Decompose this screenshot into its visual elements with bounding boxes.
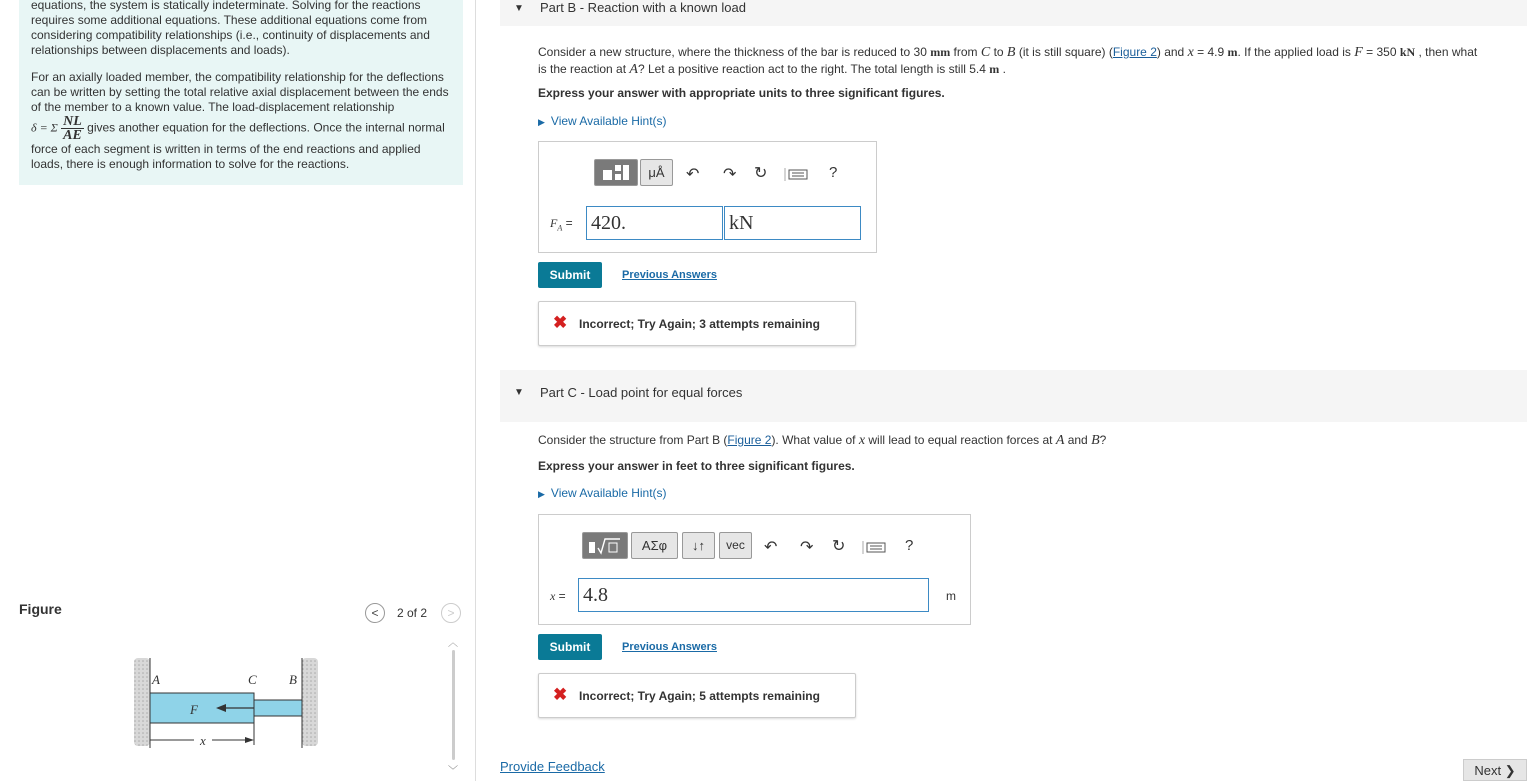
part-c-value-input[interactable]: 4.8 — [578, 578, 929, 612]
incorrect-x-icon: ✖ — [553, 313, 568, 332]
help-icon[interactable]: ? — [905, 537, 914, 554]
part-c-header[interactable] — [500, 370, 1527, 422]
part-b-hint-toggle[interactable]: ▶ View Available Hint(s) — [538, 114, 667, 128]
redo-icon[interactable]: ↷ — [800, 539, 814, 556]
formula-lhs: δ = Σ — [31, 120, 58, 135]
next-button[interactable]: Next ❯ — [1463, 759, 1527, 781]
part-c-title: Part C - Load point for equal forces — [540, 385, 743, 400]
thin-bar-segment — [254, 700, 302, 716]
part-c-hint-toggle[interactable]: ▶ View Available Hint(s) — [538, 486, 667, 500]
vector-button[interactable]: vec — [719, 532, 752, 559]
figure-diagram — [130, 652, 330, 772]
collapse-triangle-icon[interactable]: ▼ — [514, 387, 524, 398]
scroll-down-icon[interactable]: ﹀ — [448, 766, 458, 777]
left-wall — [134, 658, 150, 746]
part-c-variable-label: x = — [550, 589, 566, 603]
units-button[interactable]: μÅ — [640, 159, 673, 186]
formula-fraction: $\frac{NL}{AE}$ — [63, 114, 82, 143]
figure-2-link[interactable]: Figure 2 — [1112, 45, 1157, 59]
label-a: A — [152, 672, 160, 687]
part-b-unit-input[interactable]: kN — [724, 206, 861, 240]
figure-pager-text: 2 of 2 — [397, 606, 428, 620]
collapse-triangle-icon[interactable]: ▼ — [514, 3, 524, 14]
keyboard-icon[interactable] — [861, 540, 887, 556]
scrollbar-track[interactable] — [452, 650, 455, 760]
part-b-answer-box — [538, 141, 877, 253]
templates-icon — [601, 163, 631, 183]
reset-icon[interactable]: ↻ — [754, 165, 768, 182]
panel-divider — [475, 0, 476, 781]
incorrect-x-icon: ✖ — [553, 685, 568, 704]
scroll-up-icon[interactable]: ︿ — [448, 638, 458, 649]
part-c-previous-answers-link[interactable]: Previous Answers — [622, 641, 717, 653]
intro-paragraph-2: For an axially loaded member, the compatibility relationship for the deflections can be written by setting the total relative axial displacement between the ends of the member to a known value. The load-displacement relationship δ = Σ $\frac{NL}{AE}$ gives another equation for the deflections. Once the internal normal force of each segment is written in terms of the end reactions and applied loads, there is enough information to solve for the reactions. — [31, 70, 449, 171]
previous-figure-button[interactable]: < — [365, 603, 385, 623]
part-b-title: Part B - Reaction with a known load — [540, 0, 746, 15]
part-b-question: Consider a new structure, where the thickness of the bar is reduced to 30 mm from C to B (it is still square) (Figure 2) and x = 4.9 m. If the applied load is F = 350 kN , then what is the reaction at A? Let a positive reaction act to the right. The total length is still 5.4 m . — [538, 45, 1478, 77]
label-x: x — [200, 733, 206, 748]
templates-icon — [587, 536, 623, 556]
expand-triangle-icon: ▶ — [538, 117, 545, 127]
reset-icon[interactable]: ↻ — [832, 538, 846, 555]
figure-2-link[interactable]: Figure 2 — [727, 433, 772, 447]
part-b-instructions: Express your answer with appropriate units to three significant figures. — [538, 86, 945, 100]
subscript-superscript-button[interactable]: ↓↑ — [682, 532, 715, 559]
undo-icon[interactable]: ↶ — [764, 539, 778, 556]
part-b-submit-button[interactable]: Submit — [538, 262, 602, 288]
intro-panel — [19, 0, 463, 185]
part-b-feedback: ✖ Incorrect; Try Again; 3 attempts remaining — [538, 301, 856, 346]
undo-icon[interactable]: ↶ — [686, 166, 700, 183]
part-c-answer-box — [538, 514, 971, 625]
redo-icon[interactable]: ↷ — [723, 166, 737, 183]
figure-scrollbar[interactable] — [448, 638, 458, 777]
part-c-feedback: ✖ Incorrect; Try Again; 5 attempts remaining — [538, 673, 856, 718]
next-figure-button[interactable]: > — [441, 603, 461, 623]
label-f: F — [190, 702, 198, 717]
intro-paragraph-1: equations, the system is statically indeterminate. Solving for the reactions requires some additional equations. These additional equations come from considering compatibility relationships (i.e., continuity of displacements and relationships between displacements and loads). — [31, 0, 430, 57]
part-b-value-input[interactable]: 420. — [586, 206, 723, 240]
templates-button[interactable] — [582, 532, 628, 559]
label-b: B — [289, 672, 297, 687]
part-c-unit-label: m — [946, 589, 956, 603]
part-c-submit-button[interactable]: Submit — [538, 634, 602, 660]
right-wall — [302, 658, 318, 746]
part-c-instructions: Express your answer in feet to three significant figures. — [538, 459, 855, 473]
part-b-header[interactable] — [500, 0, 1527, 26]
provide-feedback-link[interactable]: Provide Feedback — [500, 759, 605, 774]
greek-symbols-button[interactable]: ΑΣφ — [631, 532, 678, 559]
templates-button[interactable] — [594, 159, 638, 186]
expand-triangle-icon: ▶ — [538, 489, 545, 499]
label-c: C — [248, 672, 257, 687]
part-b-previous-answers-link[interactable]: Previous Answers — [622, 269, 717, 281]
figure-title: Figure — [19, 601, 62, 617]
help-icon[interactable]: ? — [829, 164, 838, 181]
part-c-question: Consider the structure from Part B (Figure 2). What value of x will lead to equal reaction forces at A and B? — [538, 433, 1107, 448]
part-b-variable-label: $F_A$ = — [550, 216, 573, 233]
keyboard-icon[interactable] — [783, 167, 809, 183]
